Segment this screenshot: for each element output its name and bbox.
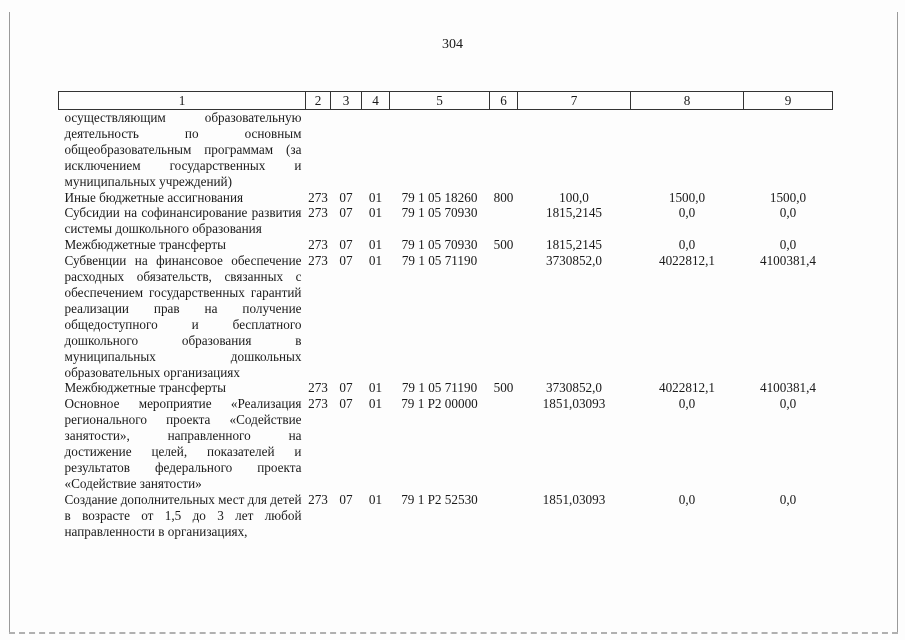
header-col-4: 4 (362, 92, 390, 110)
cell-c6 (490, 492, 518, 540)
table-row (59, 396, 833, 491)
cell-c2: 273 (308, 237, 328, 253)
row-name: Иные бюджетные ассигнования (64, 189, 244, 205)
cell-c3: 07 (339, 189, 353, 205)
row-name-cell (59, 190, 306, 206)
row-name-cell (59, 253, 306, 380)
cell-c6 (490, 396, 518, 491)
cell-c7: 1815,2145 (545, 205, 603, 221)
cell-c2: 273 (308, 205, 328, 221)
cell-c5: 79 1 05 18260 (401, 189, 478, 205)
cell-c5: 79 1 05 70930 (401, 205, 478, 221)
cell-c3: 07 (339, 237, 353, 253)
row-name: Субсидии на софинансирование развития системы дошкольного образования (64, 205, 302, 237)
cell-c4: 01 (368, 491, 383, 507)
row-name-cell (59, 396, 306, 491)
cell-c6: 500 (493, 237, 514, 253)
cell-c8: 0,0 (678, 237, 696, 253)
cell-c4: 01 (368, 205, 383, 221)
cell-c7: 1815,2145 (545, 237, 603, 253)
cell-c5: 79 1 05 71190 (401, 253, 478, 269)
cell-c3: 07 (339, 253, 353, 269)
cell-c9: 4100381,4 (759, 253, 817, 269)
cell-c7: 1851,03093 (542, 396, 606, 412)
table-row (59, 380, 833, 396)
cell-c6 (490, 205, 518, 237)
cell-c8 (631, 110, 744, 190)
cell-c6: 500 (493, 380, 514, 396)
cell-c5: 79 1 05 70930 (401, 237, 478, 253)
row-name: Основное мероприятие «Реализация регионального проекта «Содействие занятости», направленного на достижение целей, показателей и результатов федерального проекта «Содействие занятости» (64, 396, 302, 491)
cell-c8: 4022812,1 (658, 380, 716, 396)
cell-c4: 01 (368, 189, 383, 205)
cell-c7: 1851,03093 (542, 491, 606, 507)
table-header-row (59, 92, 833, 110)
row-name-cell (59, 492, 306, 540)
cell-c3: 07 (339, 491, 353, 507)
row-name: Создание дополнительных мест для детей в возрасте от 1,5 до 3 лет любой направленности в организациях, (64, 491, 302, 539)
cell-c9: 0,0 (779, 237, 797, 253)
table-row (59, 110, 833, 190)
cell-c8: 4022812,1 (658, 253, 716, 269)
header-col-8: 8 (631, 92, 744, 110)
cell-c2 (306, 110, 331, 190)
cell-c2: 273 (308, 253, 328, 269)
cell-c3 (331, 110, 362, 190)
row-name-cell (59, 205, 306, 237)
cell-c6 (490, 253, 518, 380)
cell-c8: 0,0 (678, 205, 696, 221)
cell-c4: 01 (368, 237, 383, 253)
cell-c7: 3730852,0 (545, 380, 603, 396)
table-row (59, 205, 833, 237)
header-col-2: 2 (306, 92, 331, 110)
table-row (59, 253, 833, 380)
cell-c9: 0,0 (779, 396, 797, 412)
cell-c5: 79 1 P2 00000 (401, 396, 478, 412)
cell-c5: 79 1 05 71190 (401, 380, 478, 396)
page-left-edge (9, 12, 10, 632)
cell-c2: 273 (308, 491, 328, 507)
cell-c6: 800 (493, 189, 514, 205)
cell-c2: 273 (308, 189, 328, 205)
budget-table (58, 91, 833, 539)
table-body (59, 110, 833, 540)
cell-c4: 01 (368, 396, 383, 412)
cell-c9: 1500,0 (769, 189, 807, 205)
header-col-3: 3 (331, 92, 362, 110)
cell-c9: 4100381,4 (759, 380, 817, 396)
header-col-7: 7 (518, 92, 631, 110)
table-row (59, 237, 833, 253)
row-name-cell (59, 110, 306, 190)
page-right-edge (897, 12, 898, 632)
row-name: осуществляющим образовательную деятельность по основным общеобразовательным программам (за исключением государственных и муниципальных учреждений) (64, 110, 302, 189)
page-bottom-edge (9, 632, 898, 634)
cell-c3: 07 (339, 380, 353, 396)
cell-c4 (362, 110, 390, 190)
cell-c7: 3730852,0 (545, 253, 603, 269)
cell-c5 (390, 110, 490, 190)
row-name: Межбюджетные трансферты (64, 237, 226, 253)
cell-c9 (744, 110, 833, 190)
cell-c8: 1500,0 (668, 189, 706, 205)
cell-c9: 0,0 (779, 205, 797, 221)
row-name: Субвенции на финансовое обеспечение расходных обязательств, связанных с обеспечением государственных гарантий реализации прав на получение общедоступного и бесплатного дошкольного образования в муниципальных дошкольных образовательных организациях (64, 253, 302, 380)
cell-c8: 0,0 (678, 491, 696, 507)
cell-c9: 0,0 (779, 491, 797, 507)
cell-c7 (518, 110, 631, 190)
cell-c4: 01 (368, 380, 383, 396)
cell-c6 (490, 110, 518, 190)
cell-c5: 79 1 P2 52530 (401, 491, 478, 507)
cell-c3: 07 (339, 396, 353, 412)
cell-c2: 273 (308, 380, 328, 396)
row-name-cell (59, 237, 306, 253)
cell-c4: 01 (368, 253, 383, 269)
table-row (59, 190, 833, 206)
cell-c3: 07 (339, 205, 353, 221)
cell-c8: 0,0 (678, 396, 696, 412)
header-col-5: 5 (390, 92, 490, 110)
header-col-1: 1 (59, 92, 306, 110)
cell-c2: 273 (308, 396, 328, 412)
row-name-cell (59, 380, 306, 396)
header-col-6: 6 (490, 92, 518, 110)
row-name: Межбюджетные трансферты (64, 380, 226, 396)
table-row (59, 492, 833, 540)
page-number: 304 (442, 37, 463, 52)
cell-c7: 100,0 (559, 189, 589, 205)
header-col-9: 9 (744, 92, 833, 110)
